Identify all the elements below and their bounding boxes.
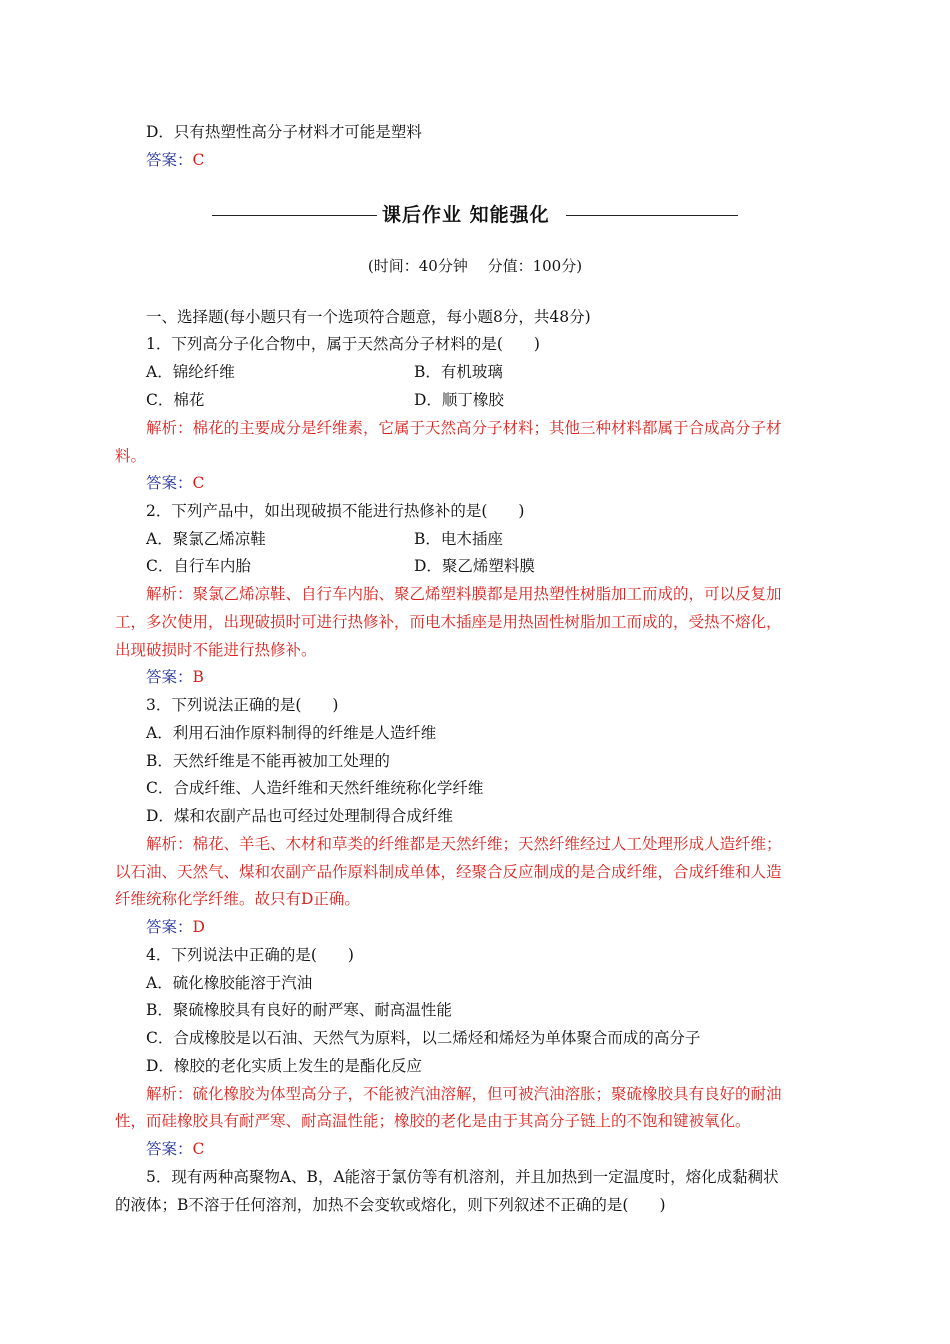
option-b: B．电木插座 <box>414 530 503 548</box>
option-c: C．棉花 <box>146 391 205 409</box>
answer-label: 答案： <box>146 668 193 686</box>
section-title: 课后作业 知能强化 <box>382 204 550 226</box>
question-stem: 4．下列说法中正确的是( ) <box>146 946 354 964</box>
heading-rule-right <box>566 215 738 216</box>
answer <box>146 667 204 687</box>
analysis-line: 解析：棉花、羊毛、木材和草类的纤维都是天然纤维；天然纤维经过人工处理形成人造纤维； <box>146 835 782 853</box>
question-stem: 3．下列说法正确的是( ) <box>146 696 339 714</box>
analysis-line: 工，多次使用，出现破损时可进行热修补，而电木插座是用热固性树脂加工而成的，受热不熔化， <box>115 613 782 631</box>
analysis-line: 解析：棉花的主要成分是纤维素，它属于天然高分子材料；其他三种材料都属于合成高分子材 <box>146 419 782 437</box>
question-stem: 2．下列产品中，如出现破损不能进行热修补的是( ) <box>146 502 525 520</box>
prev-option-d: D．只有热塑性高分子材料才可能是塑料 <box>146 123 422 141</box>
answer-label: 答案： <box>146 151 193 169</box>
analysis-line: 出现破损时不能进行热修补。 <box>115 641 317 659</box>
analysis-line: 解析：聚氯乙烯凉鞋、自行车内胎、聚乙烯塑料膜都是用热塑性树脂加工而成的，可以反复加 <box>146 585 782 603</box>
option-d: D．顺丁橡胶 <box>414 391 504 409</box>
answer-value: C <box>192 1140 205 1158</box>
answer-value: B <box>192 668 204 686</box>
answer <box>146 473 204 493</box>
option-a: A．锦纶纤维 <box>146 363 235 381</box>
prev-answer <box>146 150 204 170</box>
question-stem: 5．现有两种高聚物A、B，A能溶于氯仿等有机溶剂，并且加热到一定温度时，熔化成黏稠状 <box>146 1168 779 1186</box>
option-d: D．煤和农副产品也可经过处理制得合成纤维 <box>146 807 453 825</box>
answer-value: D <box>192 918 205 936</box>
answer-label: 答案： <box>146 918 193 936</box>
option-a: A．利用石油作原料制得的纤维是人造纤维 <box>146 724 437 742</box>
answer-label: 答案： <box>146 1140 193 1158</box>
option-d: D．聚乙烯塑料膜 <box>414 557 535 575</box>
part-heading: 一、选择题(每小题只有一个选项符合题意，每小题8分，共48分) <box>146 308 591 326</box>
option-c: C．合成橡胶是以石油、天然气为原料，以二烯烃和烯烃为单体聚合而成的高分子 <box>146 1029 701 1047</box>
time-score-meta: (时间：40分钟 分值：100分) <box>367 257 583 275</box>
option-b: B．天然纤维是不能再被加工处理的 <box>146 752 390 770</box>
option-a: A．聚氯乙烯凉鞋 <box>146 530 266 548</box>
answer-value: C <box>192 151 205 169</box>
question-stem: 的液体；B不溶于任何溶剂，加热不会变软或熔化，则下列叙述不正确的是( ) <box>115 1196 666 1214</box>
analysis-line: 性，而硅橡胶具有耐严寒、耐高温性能；橡胶的老化是由于其高分子链上的不饱和键被氧化。 <box>115 1112 751 1130</box>
answer <box>146 917 205 937</box>
question-stem: 1．下列高分子化合物中，属于天然高分子材料的是( ) <box>146 335 540 353</box>
answer-label: 答案： <box>146 474 193 492</box>
answer-value: C <box>192 474 205 492</box>
option-c: C．自行车内胎 <box>146 557 251 575</box>
analysis-line: 解析：硫化橡胶为体型高分子，不能被汽油溶解，但可被汽油溶胀；聚硫橡胶具有良好的耐油 <box>146 1085 782 1103</box>
option-c: C．合成纤维、人造纤维和天然纤维统称化学纤维 <box>146 779 484 797</box>
section-heading <box>0 201 950 229</box>
analysis-line: 以石油、天然气、煤和农副产品作原料制成单体，经聚合反应制成的是合成纤维，合成纤维和人造 <box>115 863 782 881</box>
analysis-line: 纤维统称化学纤维。故只有D正确。 <box>115 890 360 908</box>
heading-rule-left <box>212 215 377 216</box>
option-a: A．硫化橡胶能溶于汽油 <box>146 974 313 992</box>
option-d: D．橡胶的老化实质上发生的是酯化反应 <box>146 1057 422 1075</box>
option-b: B．有机玻璃 <box>414 363 503 381</box>
answer <box>146 1139 204 1159</box>
option-b: B．聚硫橡胶具有良好的耐严寒、耐高温性能 <box>146 1001 452 1019</box>
analysis-line: 料。 <box>115 447 147 465</box>
